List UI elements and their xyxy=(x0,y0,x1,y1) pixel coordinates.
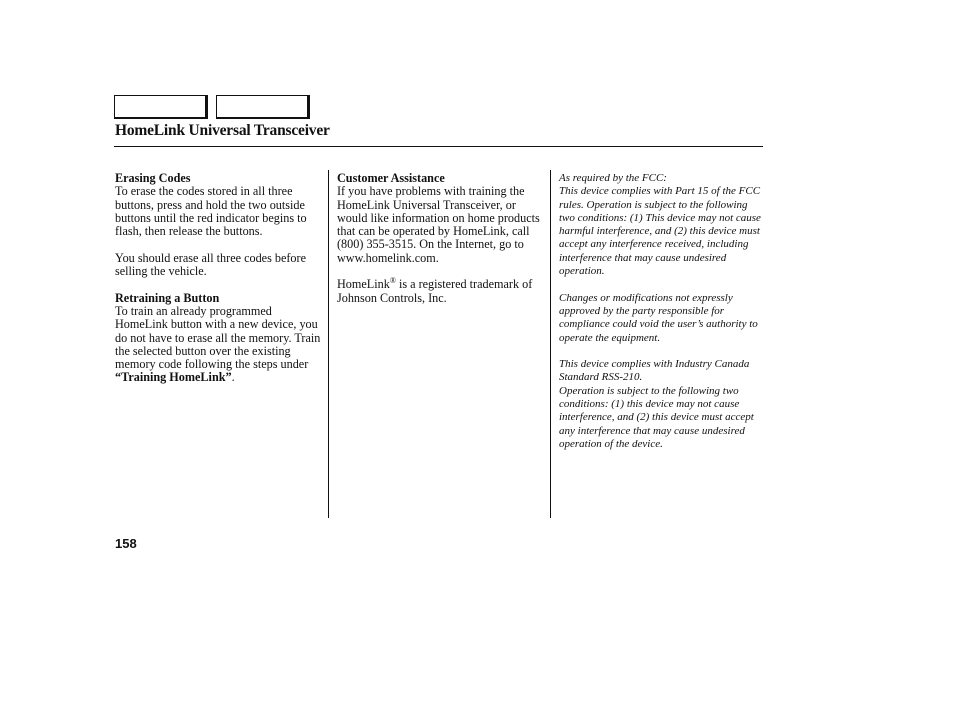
column-divider-1 xyxy=(328,170,329,518)
nav-tab-box-2 xyxy=(216,95,310,119)
training-homelink-reference: “Training HomeLink” xyxy=(115,370,232,385)
trademark-text: is a registered trademark of Johnson Controls, Inc. xyxy=(337,277,533,305)
page-title: HomeLink Universal Transceiver xyxy=(115,122,330,139)
column-left xyxy=(115,172,323,398)
title-divider xyxy=(114,146,763,147)
registered-mark: ® xyxy=(389,276,396,286)
fcc-text: This device complies with Part 15 of the FCC rules. Operation is subject to the following two conditions: (1) This device may not cause harmful interference, and (2) this device must accept any interference received, including interference that may cause undesired operation. xyxy=(559,185,761,278)
fcc-paragraph xyxy=(559,172,765,278)
retraining-paragraph xyxy=(115,305,323,385)
trademark-name: HomeLink xyxy=(337,277,390,292)
trademark-paragraph xyxy=(337,278,547,305)
fcc-intro: As required by the FCC: xyxy=(559,172,667,184)
industry-canada-paragraph xyxy=(559,358,765,451)
retraining-end: . xyxy=(231,370,235,385)
retraining-text: To train an already programmed HomeLink button with a new device, you do not have to erase all the memory. Train the selected button over the existing memory code following the steps under xyxy=(115,303,321,372)
customer-assistance-heading: Customer Assistance xyxy=(337,171,445,185)
column-middle xyxy=(337,172,547,318)
erasing-codes-heading: Erasing Codes xyxy=(115,171,191,185)
industry-canada-text: Operation is subject to the following two conditions: (1) this device may not cause interference, and (2) this device must accept any interference that may cause undesired operation of the device. xyxy=(559,384,754,450)
column-right xyxy=(559,172,765,465)
nav-tab-box-1 xyxy=(114,95,208,119)
erasing-codes-paragraph: To erase the codes stored in all three buttons, press and hold the two outside buttons until the red indicator begins to flash, then release the buttons. xyxy=(115,184,307,239)
customer-assistance-paragraph: If you have problems with training the HomeLink Universal Transceiver, or would like information on home products that can be operated by HomeLink, call (800) 355-3515. On the Internet, go to www.homelink.com. xyxy=(337,184,540,265)
page-number: 158 xyxy=(115,536,137,551)
industry-canada-intro: This device complies with Industry Canada Standard RSS-210. xyxy=(559,358,750,384)
erase-before-selling-paragraph: You should erase all three codes before selling the vehicle. xyxy=(115,250,306,279)
column-divider-2 xyxy=(550,170,551,518)
modifications-paragraph: Changes or modifications not expressly approved by the party responsible for compliance could void the user’s authority to operate the equipment. xyxy=(559,291,758,344)
retraining-heading: Retraining a Button xyxy=(115,290,220,305)
